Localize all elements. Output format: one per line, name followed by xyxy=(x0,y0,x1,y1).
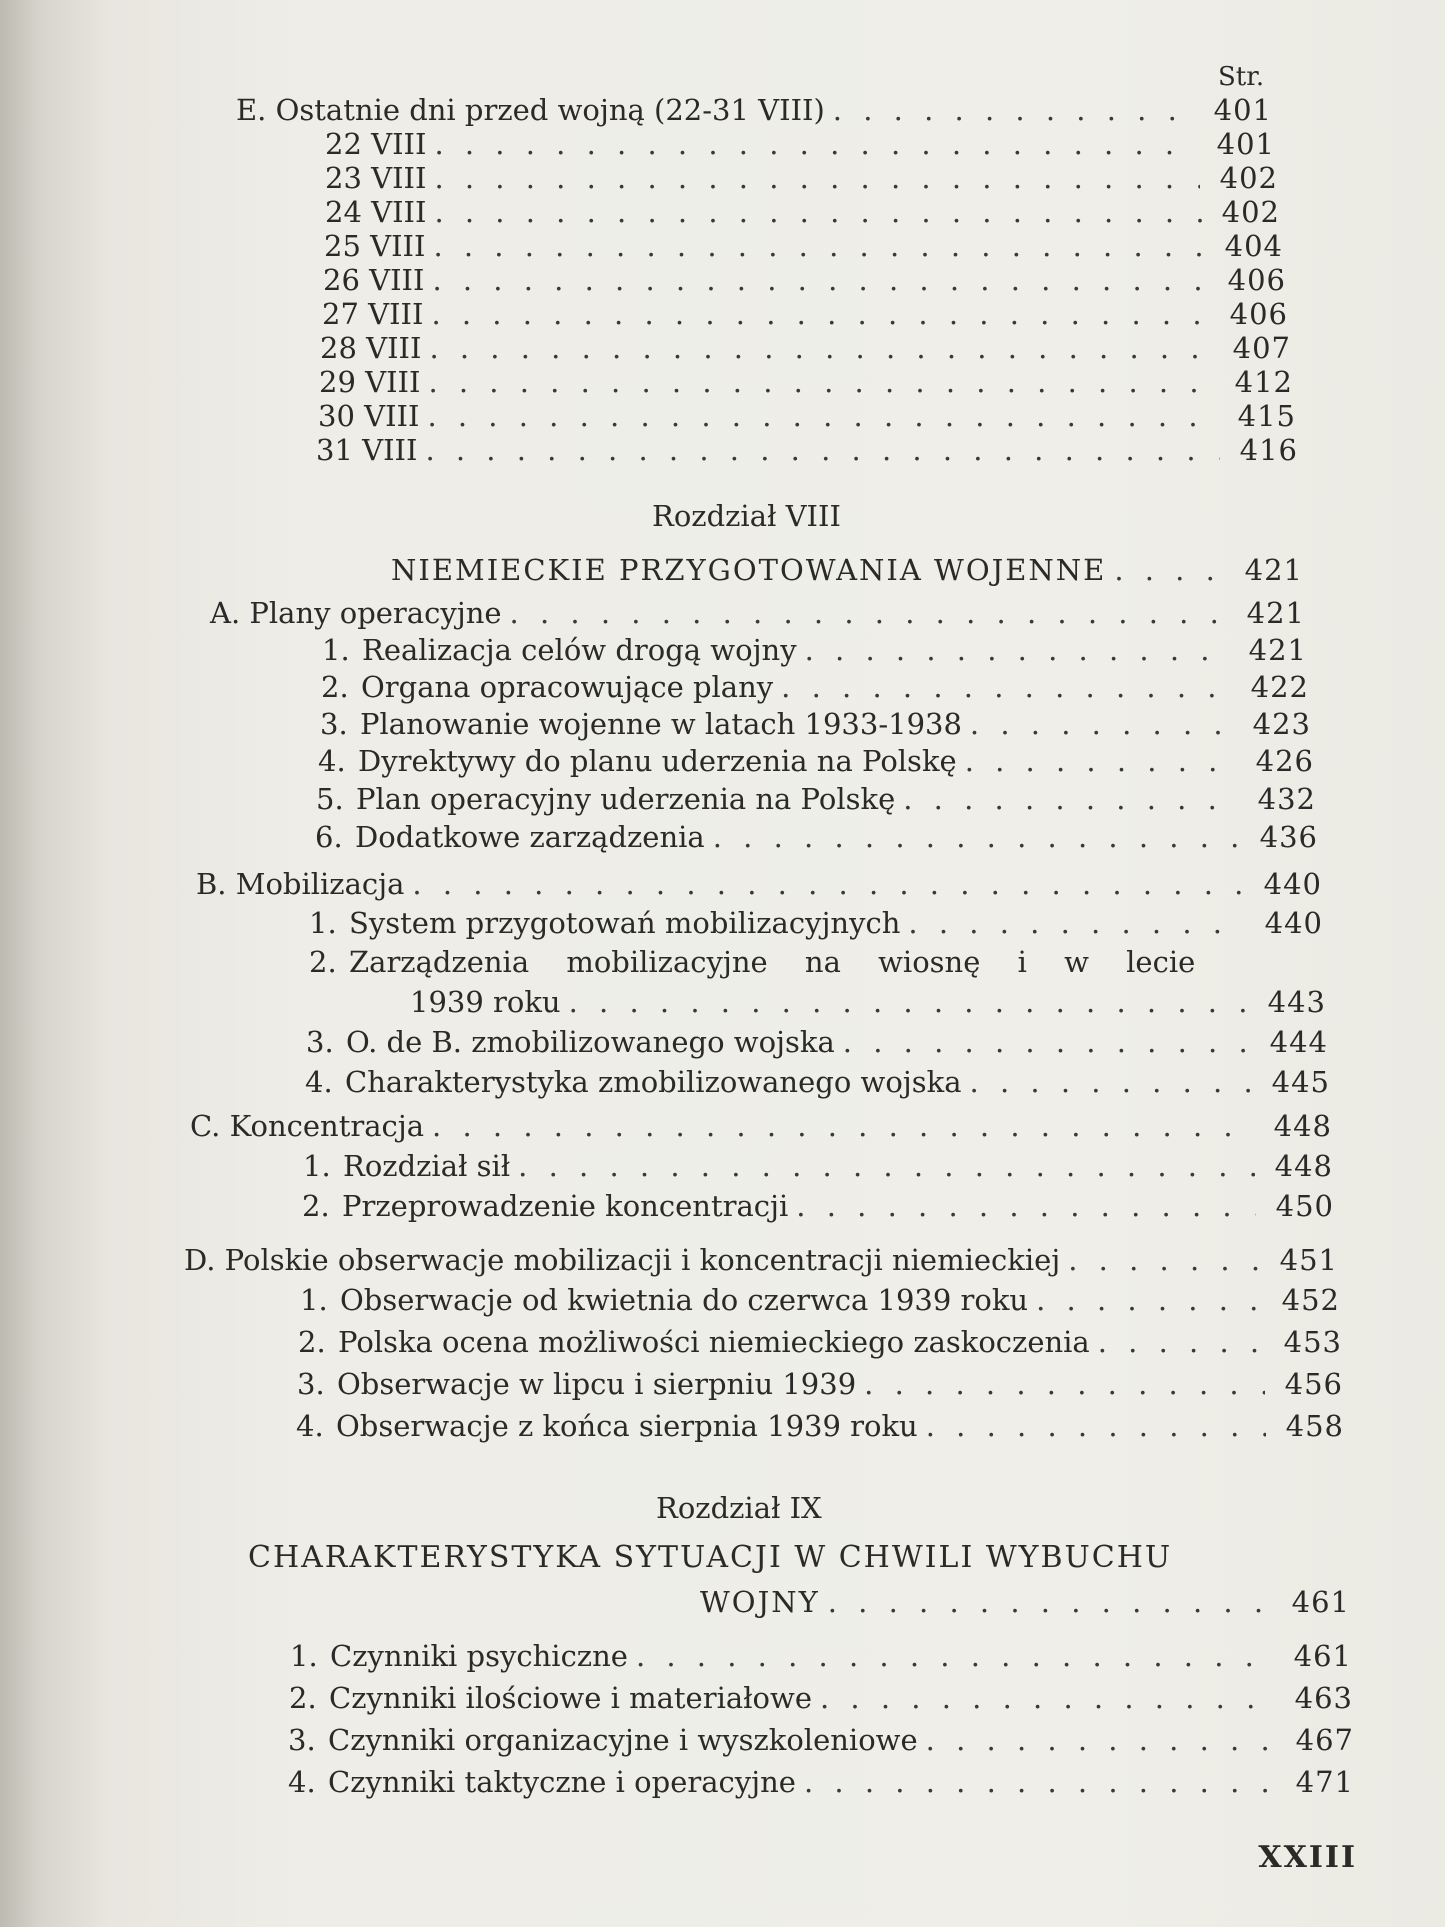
toc-entry-label: 24 VIII xyxy=(325,195,427,229)
toc-entry-label: 25 VIII xyxy=(324,229,426,263)
toc-day-entry xyxy=(316,432,1298,468)
toc-item-multiline xyxy=(309,944,1239,980)
toc-entry-label: 30 VIII xyxy=(318,399,420,433)
leader-dots xyxy=(510,595,1227,631)
leader-dots xyxy=(908,905,1245,941)
leader-dots xyxy=(434,194,1202,230)
item-number: 5. xyxy=(316,782,344,816)
page-column-header: Str. xyxy=(1218,62,1265,92)
toc-page-number: 450 xyxy=(1275,1189,1334,1223)
leader-dots xyxy=(1114,552,1225,588)
toc-entry-label: Czynniki taktyczne i operacyjne xyxy=(328,1765,796,1799)
toc-page-number: 463 xyxy=(1294,1681,1353,1715)
toc-section xyxy=(196,866,1322,902)
toc-page-number: 421 xyxy=(1248,633,1307,667)
leader-dots xyxy=(713,819,1240,855)
toc-item xyxy=(306,1024,1328,1060)
leader-dots xyxy=(432,262,1208,298)
toc-page-number: 404 xyxy=(1224,229,1283,263)
toc-item xyxy=(289,1680,1353,1716)
toc-day-entry xyxy=(320,330,1291,366)
toc-item xyxy=(318,743,1314,779)
toc-page-number: 422 xyxy=(1250,670,1309,704)
leader-dots xyxy=(434,126,1197,162)
toc-item xyxy=(298,1324,1342,1360)
leader-dots xyxy=(431,296,1210,332)
toc-page-number: 443 xyxy=(1267,985,1326,1019)
leader-dots xyxy=(926,1408,1266,1444)
item-number: 4. xyxy=(288,1765,316,1799)
toc-entry-label: Plan operacyjny uderzenia na Polskę xyxy=(356,782,896,816)
leader-dots xyxy=(796,1188,1256,1224)
toc-page-number: 458 xyxy=(1285,1409,1344,1443)
toc-entry-label: Zarządzenia mobilizacyjne na wiosnę i w lecie xyxy=(349,945,1196,979)
toc-entry-label: Obserwacje z końca sierpnia 1939 roku xyxy=(336,1409,918,1443)
toc-entry-label: Organa opracowujące plany xyxy=(361,670,774,704)
toc-entry-label: Czynniki psychiczne xyxy=(330,1639,628,1673)
toc-page-number: 407 xyxy=(1232,331,1291,365)
toc-day-entry xyxy=(319,364,1293,400)
toc-section-e xyxy=(236,92,1272,128)
toc-entry-label: C. Koncentracja xyxy=(190,1109,425,1143)
toc-item xyxy=(315,819,1318,855)
toc-entry-label: A. Plany operacyjne xyxy=(210,596,502,630)
leader-dots xyxy=(518,1148,1255,1184)
toc-page-number: 471 xyxy=(1295,1765,1354,1799)
toc-item xyxy=(297,1366,1343,1402)
item-number: 1. xyxy=(290,1639,318,1673)
leader-dots xyxy=(970,1064,1252,1100)
toc-entry-label: Rozdział sił xyxy=(343,1149,511,1183)
toc-item xyxy=(288,1722,1354,1758)
toc-entry-label: Dodatkowe zarządzenia xyxy=(355,820,705,854)
leader-dots xyxy=(804,1764,1276,1800)
leader-dots xyxy=(569,984,1248,1020)
toc-entry-label: Realizacja celów drogą wojny xyxy=(362,633,797,667)
toc-page-number: 402 xyxy=(1221,195,1280,229)
leader-dots xyxy=(425,432,1220,468)
toc-entry-label: 29 VIII xyxy=(319,365,421,399)
leader-dots xyxy=(820,1680,1275,1716)
item-number: 3. xyxy=(306,1025,334,1059)
toc-item xyxy=(321,669,1309,705)
toc-entry-label: 31 VIII xyxy=(316,433,418,467)
toc-item xyxy=(309,905,1323,941)
toc-page-number: 406 xyxy=(1227,263,1286,297)
item-number: 1. xyxy=(322,633,350,667)
item-number: 4. xyxy=(305,1065,333,1099)
item-number: 3. xyxy=(320,707,348,741)
item-number: 4. xyxy=(296,1409,324,1443)
toc-entry-label: Czynniki ilościowe i materiałowe xyxy=(329,1681,812,1715)
toc-entry-label: Dyrektywy do planu uderzenia na Polskę xyxy=(358,744,957,778)
leader-dots xyxy=(636,1638,1274,1674)
toc-item xyxy=(322,632,1307,668)
toc-item xyxy=(320,706,1311,742)
toc-item xyxy=(300,1282,1340,1318)
toc-page-number: 448 xyxy=(1273,1109,1332,1143)
toc-day-entry xyxy=(325,194,1280,230)
leader-dots xyxy=(805,632,1229,668)
toc-item xyxy=(302,1188,1334,1224)
leader-dots xyxy=(1098,1324,1264,1360)
toc-page-number: 406 xyxy=(1229,297,1288,331)
leader-dots xyxy=(434,160,1200,196)
leader-dots xyxy=(965,743,1236,779)
toc-page-number: 453 xyxy=(1283,1325,1342,1359)
toc-item xyxy=(305,1064,1330,1100)
leader-dots xyxy=(428,364,1215,400)
leader-dots xyxy=(432,1108,1254,1144)
leader-dots xyxy=(427,398,1218,434)
item-number: 2. xyxy=(309,945,337,979)
toc-item xyxy=(316,781,1316,817)
toc-day-entry xyxy=(324,228,1283,264)
chapter-label: Rozdział VIII xyxy=(652,499,841,533)
toc-entry-label: 26 VIII xyxy=(323,263,425,297)
toc-entry-label: WOJNY xyxy=(700,1585,820,1619)
leader-dots xyxy=(843,1024,1250,1060)
toc-page-number: 432 xyxy=(1257,782,1316,816)
toc-item xyxy=(303,1148,1333,1184)
item-number: 1. xyxy=(309,906,337,940)
item-number: 3. xyxy=(297,1367,325,1401)
toc-page-number: 415 xyxy=(1237,399,1296,433)
toc-entry-label: System przygotowań mobilizacyjnych xyxy=(349,906,901,940)
toc-page-number: 445 xyxy=(1271,1065,1330,1099)
chapter-title xyxy=(391,552,1303,588)
toc-page-number: 401 xyxy=(1216,127,1275,161)
chapter-title: CHARAKTERYSTYKA SYTUACJI W CHWILI WYBUCHU xyxy=(248,1540,1173,1575)
toc-page-number: 467 xyxy=(1295,1723,1354,1757)
item-number: 2. xyxy=(321,670,349,704)
toc-entry-label: Polska ocena możliwości niemieckiego zaskoczenia xyxy=(338,1325,1090,1359)
toc-entry-label: O. de B. zmobilizowanego wojska xyxy=(346,1025,835,1059)
toc-day-entry xyxy=(325,126,1275,162)
leader-dots xyxy=(429,330,1213,366)
toc-day-entry xyxy=(323,262,1286,298)
item-number: 2. xyxy=(298,1325,326,1359)
toc-page-number: 402 xyxy=(1219,161,1278,195)
toc-entry-label: NIEMIECKIE PRZYGOTOWANIA WOJENNE xyxy=(391,553,1107,587)
toc-day-entry xyxy=(325,160,1278,196)
toc-entry-label: B. Mobilizacja xyxy=(196,867,405,901)
toc-page-number: 426 xyxy=(1255,744,1314,778)
toc-page-number: 461 xyxy=(1293,1639,1352,1673)
toc-entry-label: Obserwacje w lipcu i sierpniu 1939 xyxy=(337,1367,857,1401)
item-number: 1. xyxy=(300,1283,328,1317)
toc-page-number: 412 xyxy=(1234,365,1293,399)
toc-page-number: 401 xyxy=(1213,93,1272,127)
toc-entry-label: 27 VIII xyxy=(322,297,424,331)
toc-page-number: 451 xyxy=(1279,1243,1338,1277)
leader-dots xyxy=(781,669,1231,705)
toc-entry-label: Obserwacje od kwietnia do czerwca 1939 roku xyxy=(340,1283,1029,1317)
page-folio: XXIII xyxy=(1258,1840,1357,1875)
toc-page-number: 452 xyxy=(1281,1283,1340,1317)
toc-entry-label: E. Ostatnie dni przed wojną (22-31 VIII) xyxy=(236,93,825,127)
toc-page-number: 440 xyxy=(1263,867,1322,901)
toc-page-number: 448 xyxy=(1274,1149,1333,1183)
toc-page-number: 456 xyxy=(1284,1367,1343,1401)
leader-dots xyxy=(828,1584,1272,1620)
item-number: 4. xyxy=(318,744,346,778)
toc-page-number: 421 xyxy=(1246,596,1305,630)
toc-day-entry xyxy=(322,296,1288,332)
toc-entry-label: Planowanie wojenne w latach 1933-1938 xyxy=(360,707,962,741)
toc-day-entry xyxy=(318,398,1296,434)
toc-page-number: 436 xyxy=(1259,820,1318,854)
item-number: 6. xyxy=(315,820,343,854)
leader-dots xyxy=(1068,1242,1260,1278)
leader-dots xyxy=(970,706,1233,742)
toc-section xyxy=(184,1242,1338,1278)
toc-page-number: 440 xyxy=(1264,906,1323,940)
toc-entry-label: Przeprowadzenie koncentracji xyxy=(342,1189,789,1223)
toc-item-continuation xyxy=(410,984,1326,1020)
item-number: 2. xyxy=(289,1681,317,1715)
toc-entry-label: 28 VIII xyxy=(320,331,422,365)
toc-item xyxy=(288,1764,1354,1800)
toc-page-number: 423 xyxy=(1252,707,1311,741)
chapter-title-continuation xyxy=(700,1584,1350,1620)
item-number: 1. xyxy=(303,1149,331,1183)
toc-page-number: 416 xyxy=(1239,433,1298,467)
leader-dots xyxy=(833,92,1194,128)
leader-dots xyxy=(864,1366,1265,1402)
toc-entry-label: Charakterystyka zmobilizowanego wojska xyxy=(345,1065,962,1099)
leader-dots xyxy=(412,866,1244,902)
chapter-label: Rozdział IX xyxy=(656,1491,822,1525)
toc-page-number: 461 xyxy=(1291,1585,1350,1619)
toc-entry-label: Czynniki organizacyjne i wyszkoleniowe xyxy=(328,1723,918,1757)
leader-dots xyxy=(926,1722,1276,1758)
toc-section xyxy=(190,1108,1332,1144)
toc-entry-label: 1939 roku xyxy=(410,985,561,1019)
toc-section xyxy=(210,595,1305,631)
toc-page-number: 421 xyxy=(1244,553,1303,587)
toc-item xyxy=(290,1638,1352,1674)
leader-dots xyxy=(903,781,1238,817)
toc-entry-label: D. Polskie obserwacje mobilizacji i koncentracji niemieckiej xyxy=(184,1243,1061,1277)
item-number: 3. xyxy=(288,1723,316,1757)
toc-item xyxy=(296,1408,1344,1444)
toc-entry-label: 23 VIII xyxy=(325,161,427,195)
toc-entry-label: 22 VIII xyxy=(325,127,427,161)
toc-page-number: 444 xyxy=(1269,1025,1328,1059)
leader-dots xyxy=(433,228,1205,264)
leader-dots xyxy=(1036,1282,1262,1318)
item-number: 2. xyxy=(302,1189,330,1223)
